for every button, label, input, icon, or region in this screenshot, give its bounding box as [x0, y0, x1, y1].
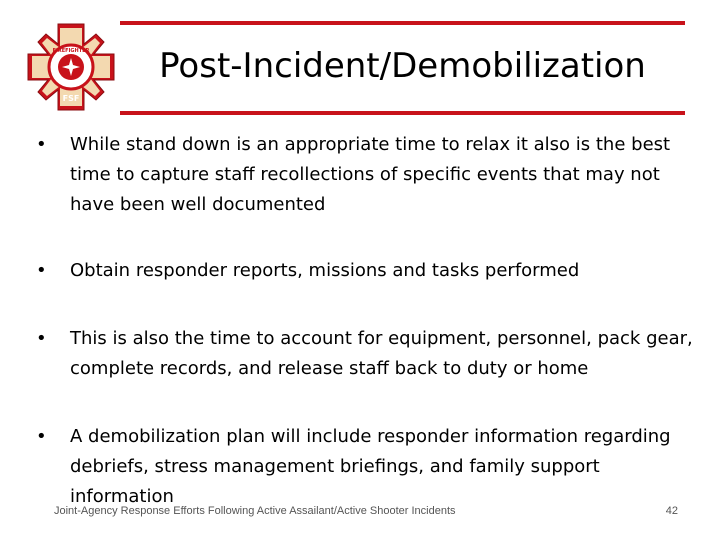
logo-top-text: FIREFIGHTER — [52, 48, 90, 54]
logo-bottom-text: FSF — [62, 94, 80, 103]
bullet-dot: • — [36, 260, 47, 281]
bullet-text: A demobilization plan will include responder information regarding debriefs, stress management briefings, and family support information — [70, 426, 671, 507]
bullet-item — [32, 256, 694, 286]
bullet-text: Obtain responder reports, missions and tasks performed — [70, 260, 580, 281]
fire-department-logo — [26, 22, 116, 112]
title-top-rule — [120, 21, 685, 25]
bullet-text: While stand down is an appropriate time to relax it also is the best time to capture staff recollections of specific events that may not have been well documented — [70, 134, 671, 215]
bullet-dot: • — [36, 134, 47, 155]
page-number: 42 — [665, 505, 678, 517]
slide-footer: Joint-Agency Response Efforts Following Active Assailant/Active Shooter Incidents — [54, 505, 456, 517]
slide-title: Post-Incident/Demobilization — [159, 46, 646, 86]
bullet-item — [32, 422, 694, 512]
bullet-dot: • — [36, 426, 47, 447]
bullet-dot: • — [36, 328, 47, 349]
title-bottom-rule — [120, 111, 685, 115]
bullet-item — [32, 130, 694, 220]
bullet-item — [32, 324, 694, 384]
bullet-text: This is also the time to account for equipment, personnel, pack gear, complete records, and release staff back to duty or home — [70, 328, 693, 379]
